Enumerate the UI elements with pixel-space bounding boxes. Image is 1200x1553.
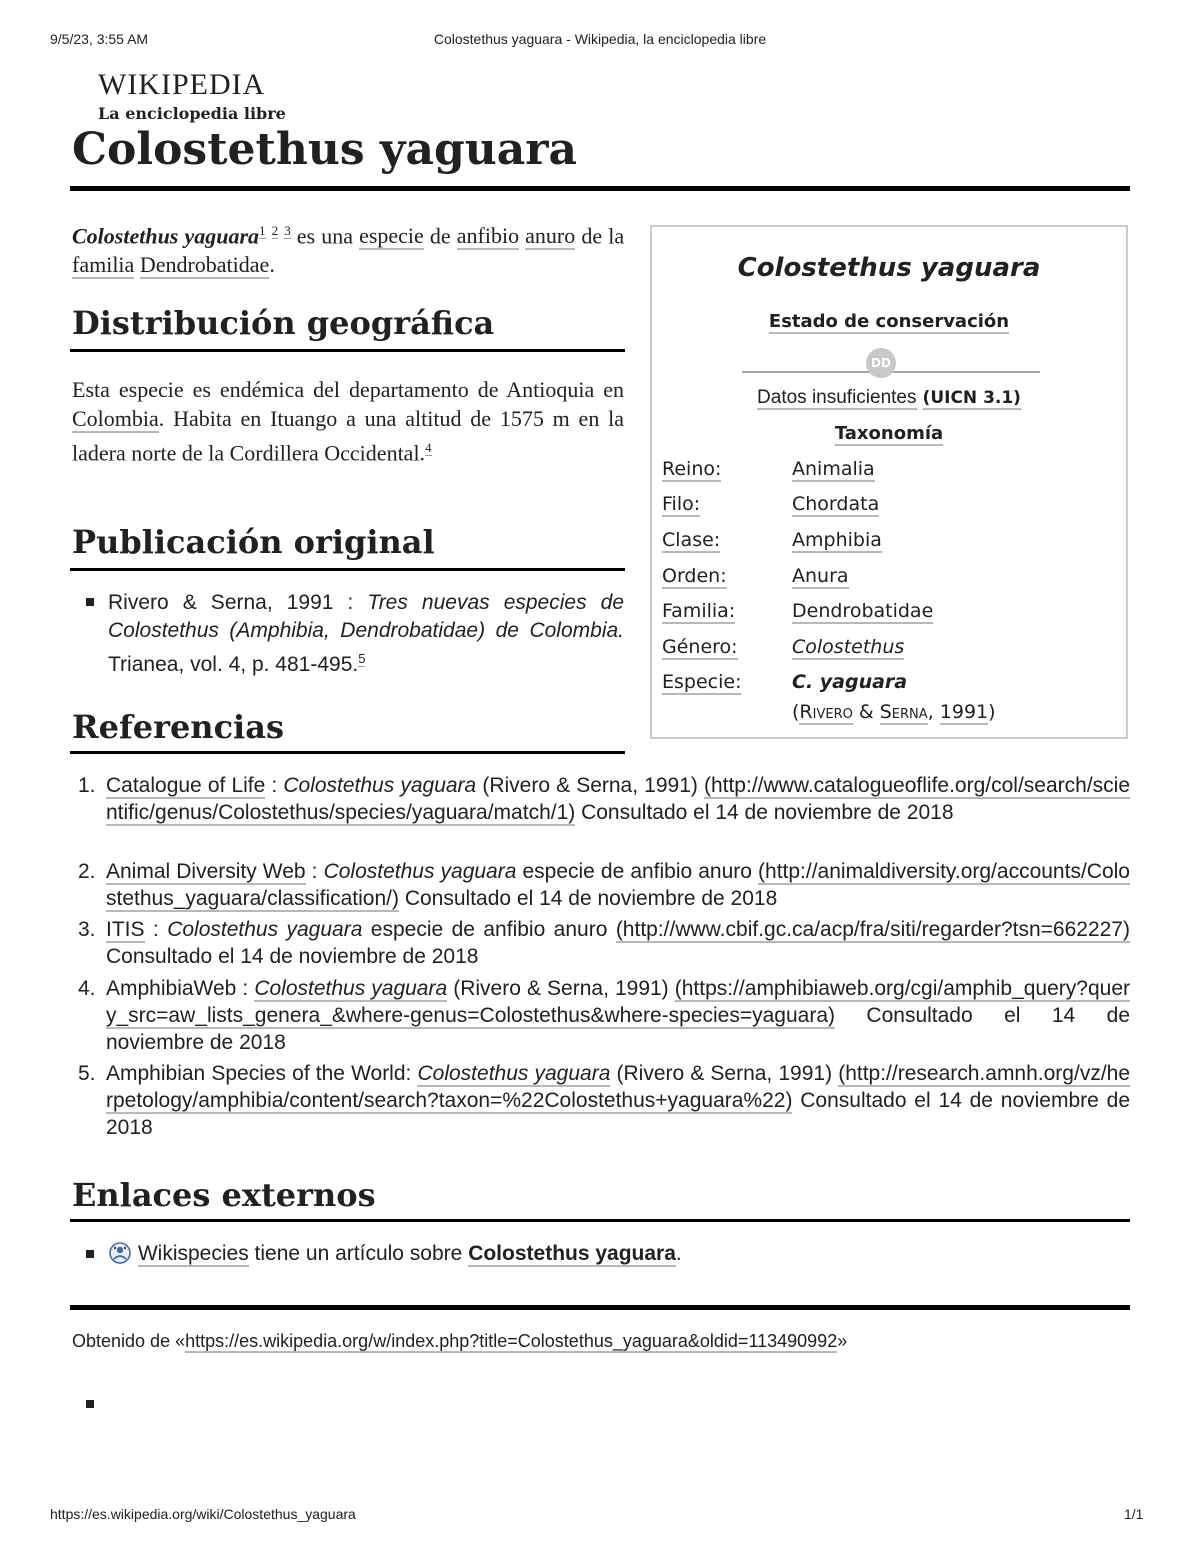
section-rule <box>70 751 625 754</box>
species-name: Colostethus yaguara <box>72 223 260 249</box>
taxobox-label <box>662 671 741 693</box>
reference-item <box>78 772 1130 826</box>
link-anfibio[interactable]: anfibio <box>456 223 520 249</box>
wikipedia-tagline: La enciclopedia libre <box>98 104 286 123</box>
status-datos-insuficientes-link[interactable]: Datos insuficientes <box>757 387 917 408</box>
taxobox-value <box>792 636 904 658</box>
section-rule <box>70 568 625 571</box>
ref-link-4[interactable]: 4 <box>425 440 432 455</box>
print-page-title: Colostethus yaguara - Wikipedia, la enciclopedia libre <box>433 31 767 47</box>
publication-source: Trianea, vol. 4, p. 481-495. <box>108 653 359 676</box>
reference-number: 4. <box>78 977 96 1000</box>
taxobox-value-link[interactable]: Animalia <box>792 458 875 480</box>
bullet <box>86 1250 94 1258</box>
intro-text: . <box>269 252 275 278</box>
link-familia[interactable]: familia <box>72 252 135 278</box>
distribution-text: Esta especie es endémica del departamento de Antioquia en <box>72 377 624 402</box>
taxobox-label <box>662 636 738 658</box>
intro-text: de la <box>581 223 625 249</box>
taxobox-title: Colostethus yaguara <box>737 253 1041 283</box>
reference-url-link[interactable]: (http://www.cbif.gc.ca/acp/fra/siti/regarder?tsn=662227) <box>615 918 1130 941</box>
taxobox-value-link[interactable]: Amphibia <box>792 529 882 551</box>
status-dd-badge: DD <box>866 348 896 378</box>
taxonomy-heading <box>652 423 1126 444</box>
reference-site: AmphibiaWeb <box>106 977 237 1000</box>
reference-site-link[interactable]: Animal Diversity Web <box>106 860 306 883</box>
publication-work: Tres nuevas especies de Colostethus (Amphibia, Dendrobatidae) de Colombia. <box>108 591 624 642</box>
taxobox-label <box>662 529 720 551</box>
taxobox-label-link[interactable]: Reino: <box>662 458 722 480</box>
reference-site-link[interactable]: ITIS <box>106 918 145 941</box>
link-anuro[interactable]: anuro <box>525 223 576 249</box>
reference-text: : <box>144 918 168 941</box>
reference-number: 3. <box>78 918 96 941</box>
reference-number: 5. <box>78 1062 96 1085</box>
section-heading-publication: Publicación original <box>72 523 435 561</box>
publication-item <box>108 589 624 679</box>
authority-rivero-link[interactable]: Rivero <box>799 701 853 723</box>
footer-rule <box>70 1305 1130 1310</box>
section-heading-external-links: Enlaces externos <box>72 1176 376 1214</box>
taxobox-value-link[interactable]: Chordata <box>792 493 880 515</box>
taxobox-label <box>662 458 721 480</box>
distribution-paragraph <box>72 375 624 467</box>
print-page-number: 1/1 <box>1124 1506 1144 1522</box>
reference-text: : <box>236 977 255 1000</box>
bullet <box>86 598 94 606</box>
status-text <box>652 386 1126 409</box>
reference-item <box>78 975 1130 1056</box>
ref-link-2[interactable]: 2 <box>271 223 279 238</box>
external-link-text: . <box>675 1242 682 1265</box>
reference-date: Consultado el 14 de noviembre de 2018 <box>106 945 479 968</box>
taxobox-value-link[interactable]: Anura <box>792 565 849 587</box>
reference-item <box>78 858 1130 912</box>
taxobox-value <box>792 600 933 622</box>
reference-url-link[interactable]: (http://research.amnh.org/vz/herpetology/amphibia/content/search?taxon=%22Colostethus+yaguara%22) <box>106 1062 1131 1112</box>
taxobox-value-link[interactable]: Dendrobatidae <box>792 600 934 622</box>
reference-text: (Rivero & Serna, 1991) <box>476 774 704 797</box>
reference-text: (Rivero & Serna, 1991) <box>610 1062 839 1085</box>
reference-text: : <box>405 1062 418 1085</box>
external-link-item <box>108 1240 682 1272</box>
reference-text: : <box>265 774 284 797</box>
obtained-from <box>72 1331 847 1352</box>
taxobox-label <box>662 565 727 587</box>
empty-list-bullet <box>86 1400 94 1408</box>
authority-serna-link[interactable]: Serna <box>879 701 928 723</box>
taxobox-label-link[interactable]: Familia: <box>662 600 736 622</box>
publication-authors: Rivero & Serna, 1991 : <box>108 591 354 614</box>
taxobox-label <box>662 493 700 515</box>
title-rule <box>70 186 1130 191</box>
reference-item <box>78 916 1130 970</box>
taxobox-value <box>792 529 882 551</box>
section-rule <box>70 1219 1130 1222</box>
link-especie[interactable]: especie <box>359 223 424 249</box>
section-rule <box>70 349 625 352</box>
wikispecies-article-link[interactable]: Colostethus yaguara <box>468 1242 676 1265</box>
taxobox-species-value: C. yaguara <box>792 671 908 693</box>
taxobox-value <box>792 493 879 515</box>
distribution-text: . Habita en Ituango a una altitud de 1575 m en la ladera norte de la Cordillera Occidental. <box>72 406 624 466</box>
taxobox-conservation-heading <box>652 311 1126 332</box>
taxobox-value <box>792 565 849 587</box>
conservation-status-link[interactable]: Estado de conservación <box>768 311 1010 332</box>
taxobox-label-link[interactable]: Filo: <box>662 493 701 515</box>
section-heading-distribution: Distribución geográfica <box>72 304 495 342</box>
taxobox-label-link[interactable]: Orden: <box>662 565 727 587</box>
link-colombia[interactable]: Colombia <box>72 406 159 431</box>
reference-species: Colostethus yaguara <box>323 860 517 883</box>
obtained-suffix: » <box>837 1331 848 1351</box>
obtained-prefix: Obtenido de « <box>72 1331 186 1351</box>
reference-item <box>78 1060 1130 1141</box>
ref-link-5[interactable]: 5 <box>358 651 366 666</box>
taxobox-label <box>662 600 735 622</box>
print-url: https://es.wikipedia.org/wiki/Colostethus_yaguara <box>50 1506 356 1522</box>
reference-species-link[interactable]: Colostethus yaguara <box>417 1062 611 1085</box>
reference-species: Colostethus yaguara <box>283 774 477 797</box>
taxobox <box>650 225 1128 739</box>
taxobox-value <box>792 458 875 480</box>
reference-species: Colostethus yaguara <box>167 918 363 941</box>
taxobox-label-link[interactable]: Clase: <box>662 529 721 551</box>
reference-url-link[interactable]: (http://animaldiversity.org/accounts/Colostethus_yaguara/classification/) <box>106 860 1130 910</box>
reference-number: 1. <box>78 774 96 797</box>
taxonomy-link[interactable]: Taxonomía <box>834 423 944 444</box>
ref-link-3[interactable]: 3 <box>284 223 291 238</box>
print-date: 9/5/23, 3:55 AM <box>50 31 149 47</box>
reference-text: especie de anfibio anuro <box>362 918 616 941</box>
section-heading-references: Referencias <box>72 708 284 746</box>
reference-text: (Rivero & Serna, 1991) <box>447 977 675 1000</box>
reference-date: Consultado el 14 de noviembre de 2018 <box>575 801 954 824</box>
authority-paren: ( <box>792 701 800 723</box>
intro-text: de <box>429 223 451 249</box>
wikipedia-wordmark[interactable]: WIKIPEDIA <box>98 68 266 101</box>
reference-date: Consultado el 14 de noviembre de 2018 <box>106 1089 1130 1139</box>
reference-text: : <box>305 860 324 883</box>
reference-number: 2. <box>78 860 96 883</box>
taxobox-authority <box>792 701 996 723</box>
reference-site-link[interactable]: Catalogue of Life <box>106 774 266 797</box>
reference-date: Consultado el 14 de noviembre de 2018 <box>399 887 778 910</box>
intro-text: es una <box>296 223 353 249</box>
ref-link-1[interactable]: 1 <box>259 223 266 238</box>
reference-url-link[interactable]: (https://amphibiaweb.org/cgi/amphib_query?query_src=aw_lists_genera_&where-genus=Colostethus&where-species=yaguara) <box>106 977 1130 1027</box>
reference-text: especie de anfibio anuro <box>516 860 759 883</box>
page-title: Colostethus yaguara <box>72 124 577 175</box>
permanent-link[interactable]: https://es.wikipedia.org/w/index.php?title=Colostethus_yaguara&oldid=113490992 <box>185 1331 838 1351</box>
taxobox-label-link[interactable]: Especie: <box>662 671 742 693</box>
wikispecies-link[interactable]: Wikispecies <box>137 1242 249 1265</box>
link-dendrobatidae[interactable]: Dendrobatidae <box>139 252 270 278</box>
authority-comma: , <box>927 701 940 723</box>
authority-amp: & <box>852 701 880 723</box>
status-source-link[interactable]: (UICN 3.1) <box>922 388 1021 408</box>
reference-site: Amphibian Species of the World <box>106 1062 406 1085</box>
taxobox-label-link[interactable]: Género: <box>662 636 738 658</box>
taxobox-value-link[interactable]: Colostethus <box>792 636 905 658</box>
authority-year-link[interactable]: 1991 <box>939 701 989 723</box>
wikispecies-icon <box>108 1241 132 1272</box>
reference-species-link[interactable]: Colostethus yaguara <box>254 977 448 1000</box>
reference-date: Consultado el 14 de noviembre de 2018 <box>106 1004 1130 1054</box>
reference-url-link[interactable]: (http://www.catalogueoflife.org/col/search/scientific/genus/Colostethus/species/yaguara/match/1) <box>106 774 1131 824</box>
authority-paren: ) <box>988 701 996 723</box>
intro-paragraph <box>72 216 624 279</box>
external-link-text: tiene un artículo sobre <box>254 1242 463 1265</box>
